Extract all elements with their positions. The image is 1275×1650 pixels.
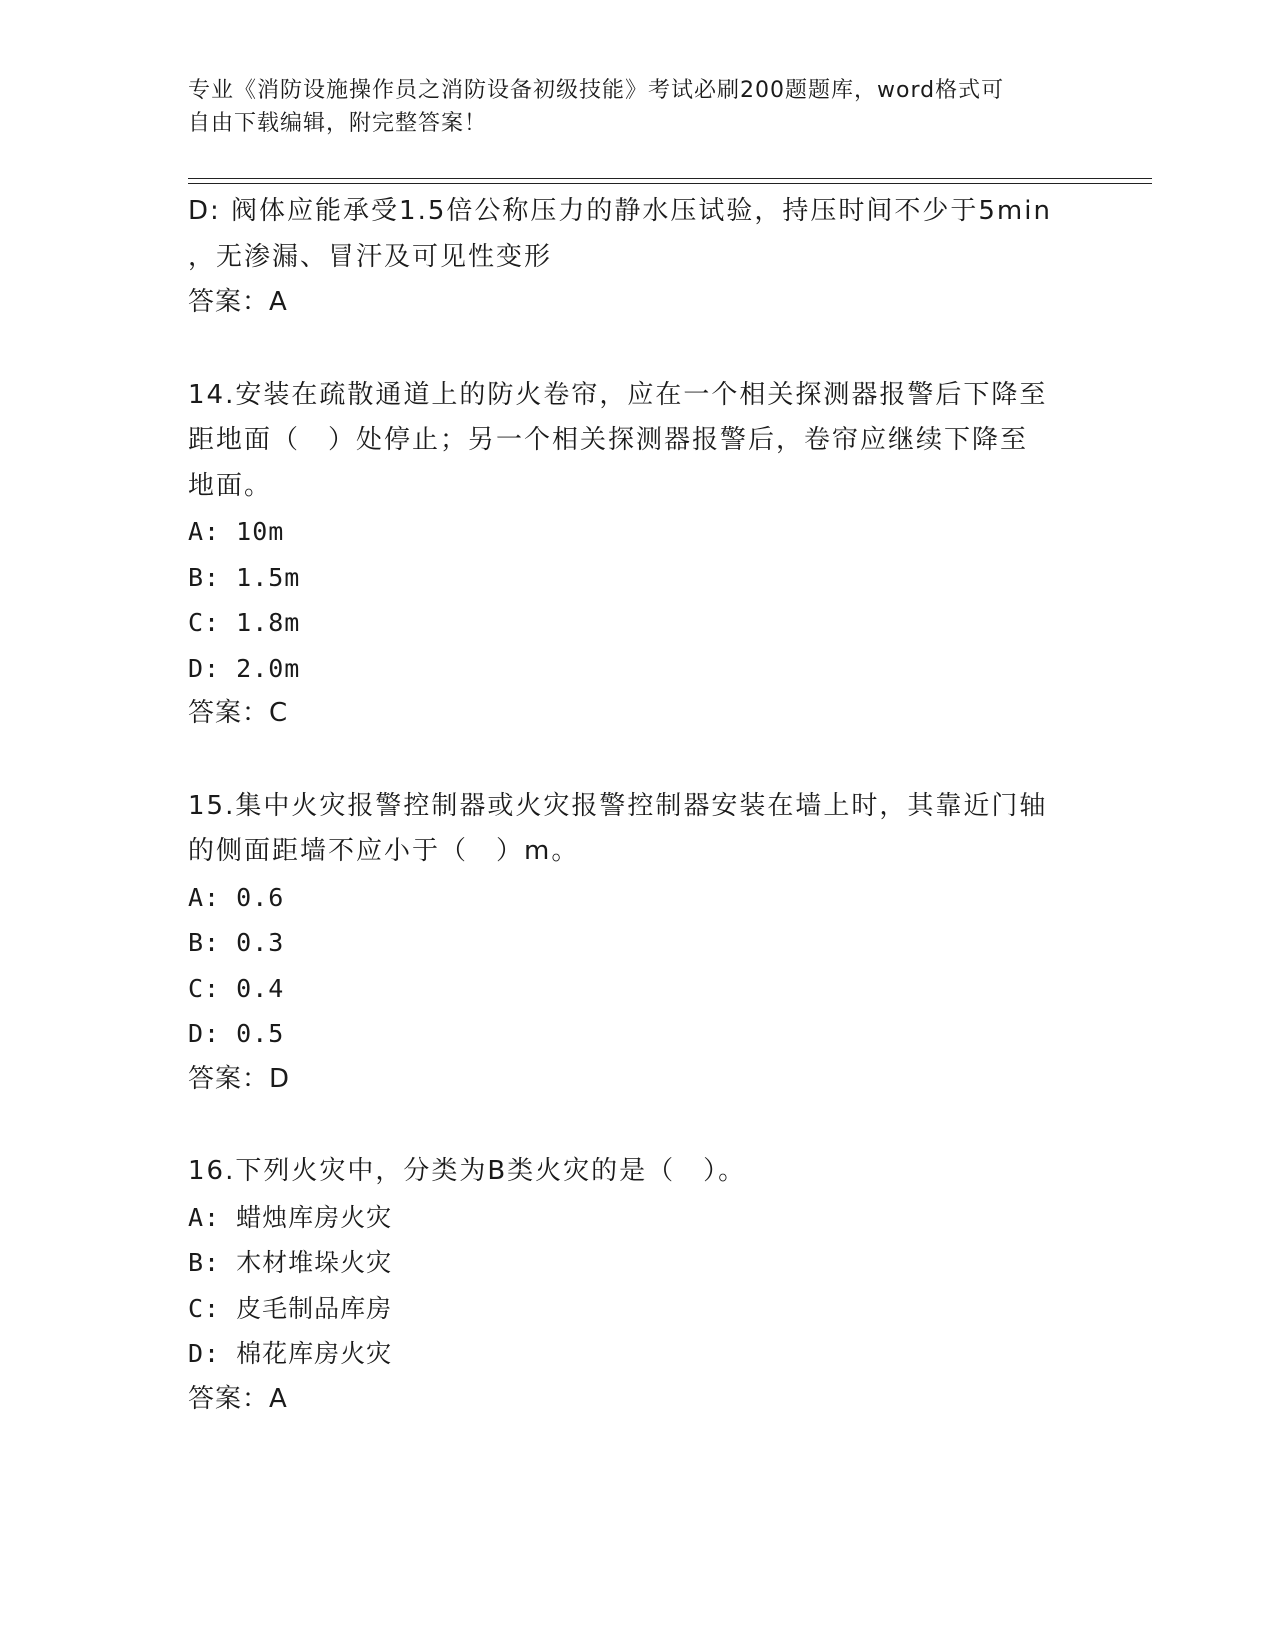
answer-line: 答案：A bbox=[188, 287, 288, 317]
option-b: B: 0.3 bbox=[188, 928, 285, 957]
answer-line: 答案：A bbox=[188, 1383, 288, 1414]
option-b: B: 木材堆垛火灾 bbox=[188, 1248, 393, 1277]
header-line-1: 专业《消防设施操作员之消防设备初级技能》考试必刷200题题库，word格式可 bbox=[188, 78, 1005, 103]
document-header bbox=[188, 74, 1068, 140]
option-a: A: 0.6 bbox=[188, 882, 285, 912]
question-text-line: 14.安装在疏散通道上的防火卷帘，应在一个相关探测器报警后下降至 bbox=[188, 379, 1048, 410]
question-text-line: 地面。 bbox=[188, 470, 273, 501]
answer-line: 答案：C bbox=[188, 698, 289, 728]
question-16 bbox=[188, 1149, 1088, 1422]
option-c: C: 皮毛制品库房 bbox=[188, 1293, 393, 1323]
answer-line: 答案：D bbox=[188, 1063, 291, 1094]
option-d-line-1: D: 阀体应能承受1.5倍公称压力的静水压试验，持压时间不少于5min bbox=[188, 196, 1052, 226]
option-c: C: 1.8m bbox=[188, 608, 301, 637]
option-a: A: 10m bbox=[188, 517, 285, 546]
header-line-2: 自由下载编辑，附完整答案！ bbox=[188, 111, 488, 136]
question-14 bbox=[188, 373, 1088, 737]
previous-question-tail bbox=[188, 189, 1088, 326]
question-text-line: 的侧面距墙不应小于（ ）m。 bbox=[188, 836, 580, 866]
question-15 bbox=[188, 784, 1088, 1103]
document-body bbox=[188, 189, 1088, 1422]
option-d-line-2: ，无渗漏、冒汗及可见性变形 bbox=[188, 241, 553, 272]
option-b: B: 1.5m bbox=[188, 562, 301, 592]
option-d: D: 2.0m bbox=[188, 653, 301, 683]
option-d: D: 棉花库房火灾 bbox=[188, 1339, 393, 1368]
option-a: A: 蜡烛库房火灾 bbox=[188, 1202, 393, 1232]
question-text-line: 16.下列火灾中，分类为B类火灾的是（ ）。 bbox=[188, 1156, 747, 1186]
header-divider bbox=[188, 178, 1152, 184]
option-c: C: 0.4 bbox=[188, 973, 285, 1003]
question-text-line: 距地面（ ）处停止；另一个相关探测器报警后，卷帘应继续下降至 bbox=[188, 425, 1029, 455]
option-d: D: 0.5 bbox=[188, 1019, 285, 1048]
question-text-line: 15.集中火灾报警控制器或火灾报警控制器安装在墙上时，其靠近门轴 bbox=[188, 790, 1048, 821]
